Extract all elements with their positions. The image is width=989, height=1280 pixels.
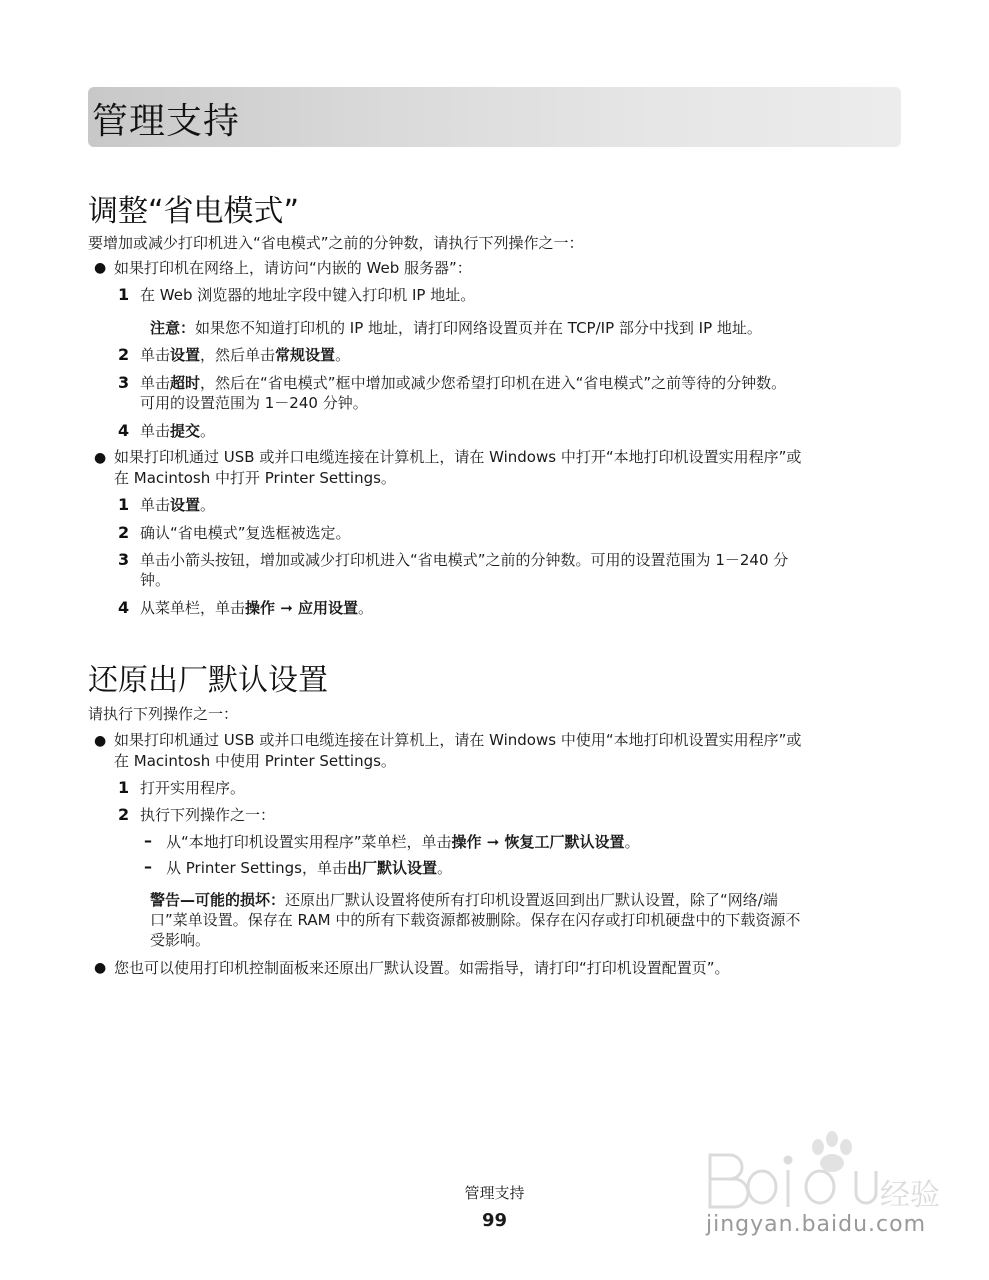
warning-paragraph: 警告—可能的损坏：还原出厂默认设置将使所有打印机设置返回到出厂默认设置，除了“网络/端 <box>150 891 778 909</box>
section1-intro: 要增加或减少打印机进入“省电模式”之前的分钟数，请执行下列操作之一： <box>88 234 584 252</box>
warning-label: 警告—可能的损坏： <box>150 891 286 909</box>
bullet-dot: ● <box>94 733 107 749</box>
note-label: 注意： <box>150 319 196 337</box>
section1-step-b1: 单击设置。 <box>140 496 216 514</box>
step-number: 2 <box>118 805 130 824</box>
section1-step-a1: 在 Web 浏览器的地址字段中键入打印机 IP 地址。 <box>140 286 476 304</box>
section2-bullet1: 如果打印机通过 USB 或并口电缆连接在计算机上，请在 Windows 中使用“本地打印机设置实用程序”或 <box>114 731 802 749</box>
section2-dash2: 从 Printer Settings，单击出厂默认设置。 <box>166 859 452 877</box>
step-number: 3 <box>118 550 130 569</box>
note-paragraph <box>150 318 762 338</box>
page-header-bar <box>88 87 901 147</box>
section1-step-b4: 从菜单栏，单击操作 ➞ 应用设置。 <box>140 599 374 617</box>
section2-bullet1-cont: 在 Macintosh 中使用 Printer Settings。 <box>114 752 396 770</box>
page-title: 管理支持 <box>92 101 241 142</box>
section2-intro: 请执行下列操作之一： <box>88 705 239 723</box>
step-number: 2 <box>118 523 130 542</box>
section-title-factory-defaults: 还原出厂默认设置 <box>88 663 328 698</box>
section1-step-a2: 单击设置，然后单击常规设置。 <box>140 346 351 364</box>
section1-step-a3-cont: 可用的设置范围为 1－240 分钟。 <box>140 394 368 412</box>
section1-bullet1: 如果打印机在网络上，请访问“内嵌的 Web 服务器”： <box>114 259 472 277</box>
section1-step-a4: 单击提交。 <box>140 422 216 440</box>
section1-bullet2-cont: 在 Macintosh 中打开 Printer Settings。 <box>114 469 396 487</box>
section2-bullet2: 您也可以使用打印机控制面板来还原出厂默认设置。如需指导，请打印“打印机设置配置页”。 <box>114 959 730 977</box>
section2-dash1: 从“本地打印机设置实用程序”菜单栏，单击操作 ➞ 恢复工厂默认设置。 <box>166 833 640 851</box>
watermark-brand-cn: 经验 <box>880 1178 940 1213</box>
section1-step-b3: 单击小箭头按钮，增加或减少打印机进入“省电模式”之前的分钟数。可用的设置范围为 1－240 分 <box>140 551 789 569</box>
section2-step2: 执行下列操作之一： <box>140 806 276 824</box>
step-number: 3 <box>118 373 130 392</box>
footer-title: 管理支持 <box>464 1184 525 1202</box>
page-number: 99 <box>481 1210 508 1231</box>
step-number: 2 <box>118 345 130 364</box>
section1-step-b2: 确认“省电模式”复选框被选定。 <box>140 524 351 542</box>
step-number: 1 <box>118 285 130 304</box>
section1-bullet2: 如果打印机通过 USB 或并口电缆连接在计算机上，请在 Windows 中打开“本地打印机设置实用程序”或 <box>114 448 802 466</box>
watermark-url: jingyan.baidu.com <box>706 1212 927 1237</box>
section1-step-a3: 单击超时，然后在“省电模式”框中增加或减少您希望打印机在进入“省电模式”之前等待的分钟数。 <box>140 374 787 392</box>
bullet-dot: ● <box>94 960 107 976</box>
note-text: 如果您不知道打印机的 IP 地址，请打印网络设置页并在 TCP/IP 部分中找到 IP 地址。 <box>195 319 762 337</box>
section2-step1: 打开实用程序。 <box>140 779 246 797</box>
step-number: 4 <box>118 598 130 617</box>
bullet-dot: ● <box>94 260 107 276</box>
step-number: 4 <box>118 421 130 440</box>
section1-step-b3-cont: 钟。 <box>140 571 171 589</box>
step-number: 1 <box>118 495 130 514</box>
dash-marker: – <box>144 831 152 850</box>
warning-line2: 口”菜单设置。保存在 RAM 中的所有下载资源都被删除。保存在闪存或打印机硬盘中的下载资源不 <box>150 911 801 929</box>
step-number: 1 <box>118 778 130 797</box>
dash-marker: – <box>144 857 152 876</box>
bullet-dot: ● <box>94 450 107 466</box>
warning-line3: 受影响。 <box>150 931 211 949</box>
section-title-power-saver: 调整“省电模式” <box>88 194 300 229</box>
